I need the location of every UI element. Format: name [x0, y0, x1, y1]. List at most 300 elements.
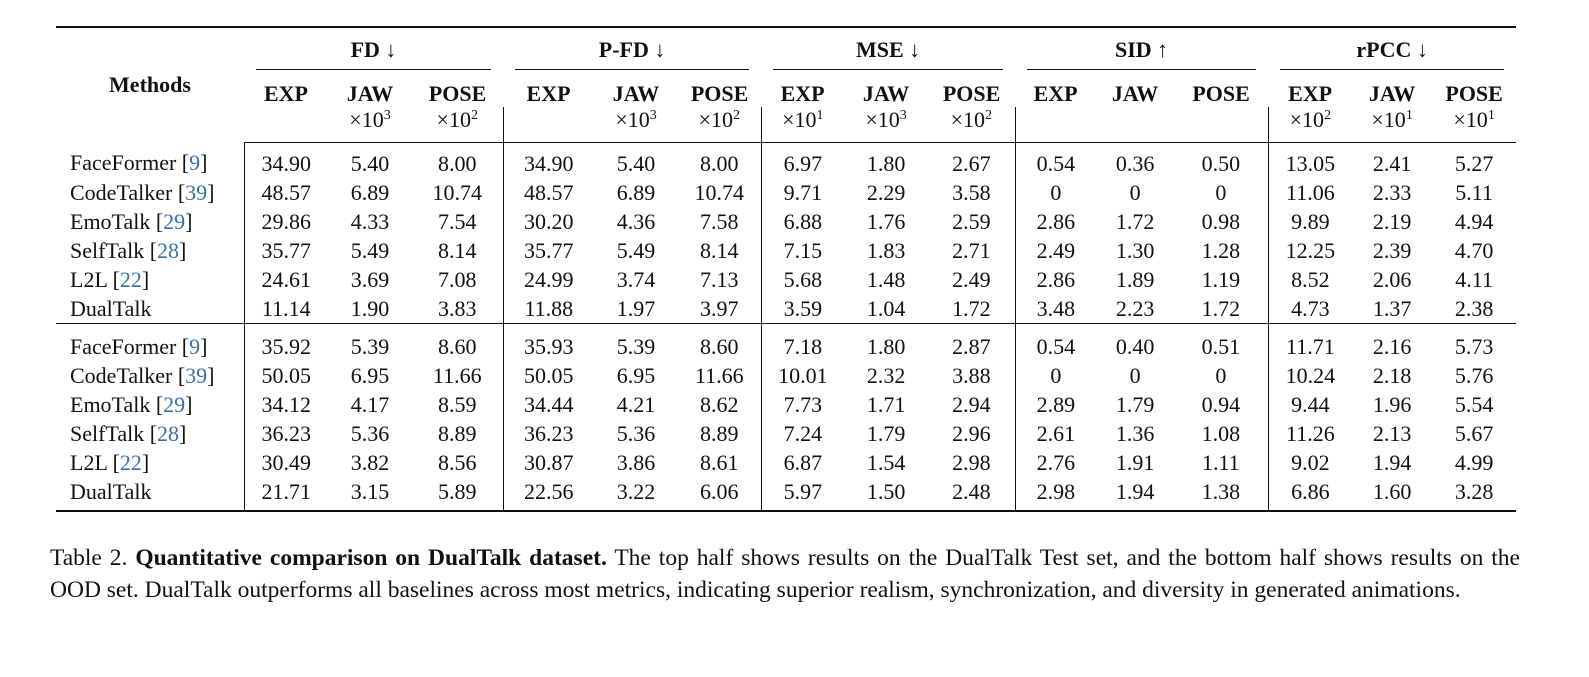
value-cell: 4.36 — [616, 208, 656, 234]
value-cell: 0.54 — [1036, 150, 1076, 176]
group-header — [503, 27, 761, 72]
value-cell: 9.44 — [1291, 391, 1330, 417]
value-cell: 2.29 — [866, 179, 906, 205]
sub-header-row — [56, 72, 1516, 107]
value-cell: 4.99 — [1454, 449, 1494, 475]
value-cell: 50.05 — [524, 362, 574, 388]
value-cell: 35.92 — [261, 333, 311, 359]
value-cell: 8.61 — [678, 448, 761, 477]
value-cell: 24.99 — [524, 266, 574, 292]
scale-base: ×10 — [1289, 107, 1325, 132]
sub-header-jaw: JAW — [612, 81, 660, 106]
sub-header-jaw: JAW — [1368, 81, 1416, 106]
value-cell: 1.72 — [928, 294, 1015, 324]
value-cell: 2.86 — [1036, 266, 1076, 292]
value-cell: 1.80 — [866, 333, 906, 359]
scale-exponent: 2 — [1324, 108, 1332, 123]
method-cell — [56, 178, 244, 207]
value-cell: 8.89 — [678, 419, 761, 448]
method-name: FaceFormer — [70, 150, 177, 176]
value-cell: 7.13 — [678, 265, 761, 294]
value-cell: 2.96 — [928, 419, 1015, 448]
scale-base: ×10 — [615, 107, 650, 132]
value-cell: 5.49 — [616, 237, 656, 263]
value-cell: 8.89 — [412, 419, 503, 448]
value-cell: 3.97 — [678, 294, 761, 324]
value-cell: 4.11 — [1455, 266, 1493, 292]
cite-bracket: ] — [200, 333, 208, 359]
value-cell: 2.48 — [928, 477, 1015, 511]
scale-exponent: 2 — [470, 108, 478, 123]
value-cell: 2.19 — [1372, 208, 1412, 234]
cite-bracket: [ — [144, 420, 158, 446]
scale-factor — [594, 107, 678, 143]
value-cell: 1.76 — [866, 208, 906, 234]
value-cell: 7.24 — [783, 420, 823, 446]
value-cell: 9.71 — [783, 179, 823, 205]
value-cell: 0 — [1129, 362, 1141, 388]
results-table — [56, 26, 1516, 512]
value-cell: 1.96 — [1372, 391, 1412, 417]
table-row — [56, 324, 1516, 362]
cite-bracket: ] — [141, 449, 150, 475]
group-header-label: MSE ↓ — [773, 37, 1003, 70]
scale-base: ×10 — [865, 107, 900, 132]
value-cell: 7.54 — [412, 207, 503, 236]
value-cell: 8.60 — [678, 324, 761, 362]
value-cell: 13.05 — [1285, 150, 1336, 176]
value-cell: 1.28 — [1174, 236, 1268, 265]
value-cell: 2.94 — [928, 390, 1015, 419]
value-cell: 50.05 — [261, 362, 311, 388]
value-cell: 1.94 — [1096, 477, 1174, 511]
value-cell: 6.89 — [350, 179, 390, 205]
value-cell: 1.79 — [866, 420, 906, 446]
value-cell: 2.87 — [928, 324, 1015, 362]
method-name: DualTalk — [70, 295, 152, 321]
value-cell: 2.49 — [1036, 237, 1076, 263]
method-cell — [56, 236, 244, 265]
value-cell: 3.22 — [594, 477, 678, 511]
method-cell — [56, 390, 244, 419]
method-name: EmoTalk — [70, 208, 151, 234]
caption-label: Table 2. — [50, 545, 128, 571]
value-cell: 3.59 — [761, 294, 844, 324]
table-row — [56, 361, 1516, 390]
value-cell: 5.49 — [350, 237, 390, 263]
value-cell: 3.15 — [328, 477, 412, 511]
method-cell — [56, 419, 244, 448]
table-row — [56, 143, 1516, 179]
sub-header-exp: EXP — [526, 81, 571, 106]
value-cell: 1.11 — [1174, 448, 1268, 477]
value-cell: 1.50 — [844, 477, 928, 511]
value-cell: 1.72 — [1174, 294, 1268, 324]
value-cell: 1.38 — [1174, 477, 1268, 511]
table-row — [56, 236, 1516, 265]
citation-link[interactable]: 9 — [189, 150, 201, 176]
value-cell: 4.33 — [350, 208, 390, 234]
citation-link[interactable]: 39 — [185, 362, 208, 388]
scale-base: ×10 — [782, 107, 817, 132]
value-cell: 1.08 — [1174, 419, 1268, 448]
value-cell: 0.36 — [1115, 150, 1155, 176]
sub-header-pose: POSE — [1445, 81, 1503, 106]
cite-bracket: ] — [141, 266, 150, 292]
methods-header: Methods — [56, 27, 244, 143]
scale-row — [56, 107, 1516, 143]
table-row — [56, 178, 1516, 207]
scale-exponent: 3 — [649, 108, 657, 123]
value-cell: 6.88 — [783, 208, 823, 234]
value-cell: 0.54 — [1036, 333, 1076, 359]
value-cell: 4.17 — [350, 391, 390, 417]
method-name: EmoTalk — [70, 391, 151, 417]
method-name: SelfTalk — [70, 420, 145, 446]
citation-link[interactable]: 28 — [157, 237, 180, 263]
value-cell: 34.12 — [261, 391, 311, 417]
value-cell: 2.38 — [1432, 294, 1516, 324]
value-cell: 3.48 — [1015, 294, 1096, 324]
value-cell: 9.89 — [1291, 208, 1330, 234]
caption-text: The top half shows results on the DualTalk Test set, and the bottom half shows results on the OOD set. DualTalk outperforms all baselines across most metrics, indicating superior realism, synchronization, and diversity in generated animations. — [50, 545, 1520, 603]
value-cell: 0 — [1050, 179, 1062, 205]
value-cell: 5.40 — [616, 150, 656, 176]
value-cell: 30.49 — [261, 449, 311, 475]
scale-factor — [928, 107, 1015, 143]
value-cell: 35.93 — [524, 333, 574, 359]
value-cell: 11.66 — [678, 361, 761, 390]
value-cell: 1.79 — [1115, 391, 1155, 417]
value-cell: 0.94 — [1174, 390, 1268, 419]
value-cell: 5.27 — [1454, 150, 1494, 176]
group-header-row — [56, 27, 1516, 72]
value-cell: 5.39 — [616, 333, 656, 359]
cite-bracket: [ — [150, 391, 164, 417]
sub-header-exp: EXP — [264, 81, 308, 106]
value-cell: 29.86 — [261, 208, 311, 234]
citation-link[interactable]: 22 — [119, 266, 142, 292]
sub-header-exp: EXP — [1288, 81, 1333, 106]
value-cell: 2.18 — [1372, 362, 1412, 388]
cite-bracket: ] — [179, 237, 187, 263]
scale-factor — [1352, 107, 1432, 143]
value-cell: 7.73 — [783, 391, 823, 417]
value-cell: 6.95 — [616, 362, 656, 388]
method-name: FaceFormer — [70, 333, 177, 359]
cite-bracket: ] — [207, 362, 215, 388]
value-cell: 5.76 — [1454, 362, 1494, 388]
value-cell: 11.14 — [244, 294, 328, 324]
value-cell: 8.52 — [1291, 266, 1330, 292]
value-cell: 1.71 — [866, 391, 906, 417]
scale-factor — [678, 107, 761, 143]
method-name: L2L — [70, 449, 108, 475]
value-cell: 11.66 — [412, 361, 503, 390]
value-cell: 0 — [1174, 361, 1268, 390]
value-cell: 2.59 — [928, 207, 1015, 236]
value-cell: 1.97 — [594, 294, 678, 324]
value-cell: 1.72 — [1115, 208, 1155, 234]
scale-factor — [844, 107, 928, 143]
value-cell: 8.14 — [412, 236, 503, 265]
sub-header-exp: EXP — [780, 81, 825, 106]
value-cell: 22.56 — [503, 477, 594, 511]
results-table-container — [56, 26, 1516, 512]
method-name: CodeTalker — [70, 362, 173, 388]
value-cell: 2.41 — [1372, 150, 1412, 176]
group-header — [1015, 27, 1268, 72]
value-cell: 5.68 — [783, 266, 823, 292]
value-cell: 24.61 — [261, 266, 311, 292]
method-name: L2L — [70, 266, 108, 292]
value-cell: 7.18 — [783, 333, 823, 359]
scale-base: ×10 — [1371, 107, 1406, 132]
value-cell: 4.70 — [1454, 237, 1494, 263]
value-cell: 5.39 — [350, 333, 390, 359]
scale-factor — [1432, 107, 1516, 143]
value-cell: 0.51 — [1174, 324, 1268, 362]
value-cell: 10.24 — [1285, 362, 1336, 388]
scale-base: ×10 — [950, 107, 986, 132]
value-cell: 1.36 — [1115, 420, 1155, 446]
value-cell: 5.89 — [412, 477, 503, 511]
table-header — [56, 27, 1516, 143]
value-cell: 36.23 — [524, 420, 574, 446]
value-cell: 1.80 — [866, 150, 906, 176]
value-cell: 2.98 — [1015, 477, 1096, 511]
scale-exponent: 3 — [899, 108, 907, 123]
value-cell: 2.89 — [1036, 391, 1076, 417]
value-cell: 2.23 — [1096, 294, 1174, 324]
scale-base: ×10 — [698, 107, 733, 132]
value-cell: 36.23 — [261, 420, 311, 446]
method-cell — [56, 361, 244, 390]
value-cell: 2.61 — [1036, 420, 1076, 446]
table-row — [56, 390, 1516, 419]
cite-bracket: [ — [144, 237, 158, 263]
value-cell: 6.97 — [783, 150, 823, 176]
cite-bracket: ] — [200, 150, 208, 176]
cite-bracket: [ — [172, 362, 186, 388]
value-cell: 3.82 — [350, 449, 390, 475]
value-cell: 12.25 — [1285, 237, 1336, 263]
method-cell — [56, 207, 244, 236]
caption-title: Quantitative comparison on DualTalk dataset. — [135, 545, 607, 571]
value-cell: 0 — [1129, 179, 1141, 205]
value-cell: 6.87 — [783, 449, 823, 475]
scale-factor — [1174, 107, 1268, 143]
value-cell: 2.13 — [1372, 420, 1412, 446]
value-cell: 2.67 — [928, 143, 1015, 179]
group-header — [761, 27, 1015, 72]
method-cell — [56, 143, 244, 179]
value-cell: 11.06 — [1286, 179, 1335, 205]
cite-bracket: ] — [207, 179, 215, 205]
scale-exponent: 1 — [1405, 108, 1413, 123]
value-cell: 3.28 — [1432, 477, 1516, 511]
scale-factor — [244, 107, 328, 143]
value-cell: 1.94 — [1372, 449, 1412, 475]
citation-link[interactable]: 9 — [189, 333, 201, 359]
value-cell: 3.69 — [350, 266, 390, 292]
value-cell: 1.90 — [328, 294, 412, 324]
method-name: SelfTalk — [70, 237, 145, 263]
value-cell: 35.77 — [524, 237, 574, 263]
value-cell: 7.08 — [412, 265, 503, 294]
value-cell: 2.39 — [1372, 237, 1412, 263]
scale-exponent: 3 — [383, 108, 391, 123]
value-cell: 34.44 — [524, 391, 574, 417]
citation-link[interactable]: 28 — [157, 420, 180, 446]
value-cell: 4.73 — [1268, 294, 1352, 324]
scale-factor — [503, 107, 594, 143]
value-cell: 8.56 — [412, 448, 503, 477]
value-cell: 0 — [1050, 362, 1062, 388]
value-cell: 5.36 — [616, 420, 656, 446]
value-cell: 3.86 — [616, 449, 656, 475]
cite-bracket: [ — [176, 333, 190, 359]
value-cell: 2.33 — [1372, 179, 1412, 205]
scale-factor — [761, 107, 844, 143]
value-cell: 1.91 — [1115, 449, 1155, 475]
citation-link[interactable]: 39 — [185, 179, 208, 205]
group-header-label: SID ↑ — [1027, 37, 1256, 70]
table-caption — [50, 542, 1520, 606]
value-cell: 11.88 — [503, 294, 594, 324]
value-cell: 7.58 — [678, 207, 761, 236]
value-cell: 30.20 — [524, 208, 574, 234]
value-cell: 1.48 — [866, 266, 906, 292]
value-cell: 2.49 — [928, 265, 1015, 294]
scale-factor — [1015, 107, 1096, 143]
scale-exponent: 2 — [733, 108, 740, 123]
value-cell: 48.57 — [261, 179, 311, 205]
sub-header-pose: POSE — [1192, 81, 1250, 106]
value-cell: 1.04 — [844, 294, 928, 324]
group-header-label: P-FD ↓ — [515, 37, 749, 70]
value-cell: 3.58 — [928, 178, 1015, 207]
value-cell: 1.60 — [1352, 477, 1432, 511]
value-cell: 5.67 — [1454, 420, 1494, 446]
scale-base: ×10 — [1453, 107, 1488, 132]
value-cell: 5.73 — [1454, 333, 1494, 359]
value-cell: 5.40 — [350, 150, 390, 176]
cite-bracket: [ — [107, 449, 120, 475]
value-cell: 2.16 — [1372, 333, 1412, 359]
value-cell: 34.90 — [524, 150, 574, 176]
cite-bracket: [ — [150, 208, 164, 234]
citation-link[interactable]: 22 — [119, 449, 142, 475]
sub-header-pose: POSE — [690, 81, 749, 106]
method-cell — [56, 294, 244, 324]
value-cell: 3.74 — [616, 266, 656, 292]
scale-exponent: 2 — [985, 108, 993, 123]
value-cell: 4.21 — [616, 391, 656, 417]
scale-base: ×10 — [349, 107, 384, 132]
method-cell — [56, 448, 244, 477]
value-cell: 0.98 — [1174, 207, 1268, 236]
value-cell: 10.74 — [412, 178, 503, 207]
value-cell: 5.36 — [350, 420, 390, 446]
citation-link[interactable]: 29 — [163, 391, 186, 417]
value-cell: 35.77 — [261, 237, 311, 263]
value-cell: 34.90 — [261, 150, 311, 176]
table-row — [56, 207, 1516, 236]
value-cell: 5.11 — [1455, 179, 1493, 205]
value-cell: 8.14 — [678, 236, 761, 265]
value-cell: 5.54 — [1454, 391, 1494, 417]
value-cell: 8.60 — [412, 324, 503, 362]
value-cell: 9.02 — [1291, 449, 1330, 475]
value-cell: 3.88 — [928, 361, 1015, 390]
value-cell: 11.71 — [1286, 333, 1335, 359]
scale-factor — [1268, 107, 1352, 143]
group-header-label: rPCC ↓ — [1280, 37, 1504, 70]
value-cell: 2.32 — [866, 362, 906, 388]
value-cell: 11.26 — [1286, 420, 1335, 446]
sub-header-pose: POSE — [942, 81, 1001, 106]
scale-exponent: 1 — [816, 108, 824, 123]
scale-exponent: 1 — [1487, 108, 1495, 123]
value-cell: 1.19 — [1174, 265, 1268, 294]
value-cell: 10.74 — [678, 178, 761, 207]
method-name: CodeTalker — [70, 179, 173, 205]
value-cell: 30.87 — [524, 449, 574, 475]
value-cell: 2.71 — [928, 236, 1015, 265]
table-row — [56, 448, 1516, 477]
citation-link[interactable]: 29 — [163, 208, 186, 234]
sub-header-jaw: JAW — [346, 81, 394, 106]
table-row — [56, 294, 1516, 324]
method-cell — [56, 477, 244, 511]
value-cell: 8.62 — [678, 390, 761, 419]
value-cell: 8.59 — [412, 390, 503, 419]
value-cell: 6.06 — [678, 477, 761, 511]
value-cell: 6.86 — [1268, 477, 1352, 511]
value-cell: 1.83 — [866, 237, 906, 263]
value-cell: 48.57 — [524, 179, 574, 205]
sub-header-exp: EXP — [1033, 81, 1078, 106]
value-cell: 10.01 — [778, 362, 828, 388]
value-cell: 1.54 — [866, 449, 906, 475]
scale-factor — [328, 107, 412, 143]
sub-header-pose: POSE — [428, 81, 487, 106]
method-cell — [56, 265, 244, 294]
value-cell: 2.86 — [1036, 208, 1076, 234]
value-cell: 0.50 — [1174, 143, 1268, 179]
sub-header-jaw: JAW — [862, 81, 910, 106]
value-cell: 2.76 — [1036, 449, 1076, 475]
value-cell: 5.97 — [761, 477, 844, 511]
value-cell: 1.89 — [1115, 266, 1155, 292]
value-cell: 8.00 — [678, 143, 761, 179]
value-cell: 7.15 — [783, 237, 823, 263]
group-header-label: FD ↓ — [256, 37, 491, 70]
table-row — [56, 477, 1516, 511]
method-cell — [56, 324, 244, 362]
value-cell: 1.30 — [1115, 237, 1155, 263]
value-cell: 4.94 — [1454, 208, 1494, 234]
cite-bracket: [ — [107, 266, 120, 292]
sub-header-jaw: JAW — [1111, 81, 1159, 106]
table-row — [56, 419, 1516, 448]
table-row — [56, 265, 1516, 294]
value-cell: 6.95 — [350, 362, 390, 388]
cite-bracket: [ — [172, 179, 186, 205]
value-cell: 0.40 — [1115, 333, 1155, 359]
scale-factor — [1096, 107, 1174, 143]
